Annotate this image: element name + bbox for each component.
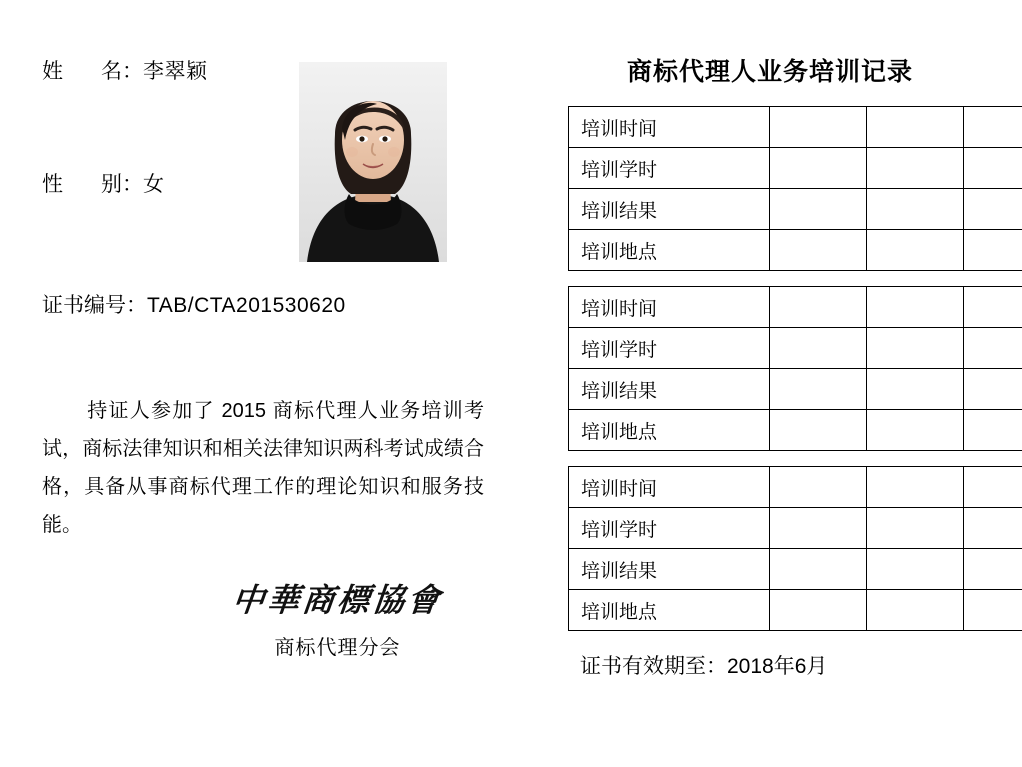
row-cell[interactable] — [964, 549, 1022, 590]
row-cell[interactable] — [770, 189, 867, 230]
row-cell[interactable] — [867, 590, 964, 631]
row-cell[interactable] — [770, 107, 867, 148]
row-cell[interactable] — [867, 107, 964, 148]
row-cell[interactable] — [964, 230, 1022, 271]
row-cell[interactable] — [964, 410, 1022, 451]
row-cell[interactable] — [770, 230, 867, 271]
table-row — [569, 230, 1022, 271]
training-record-table-3 — [568, 466, 1022, 631]
name-value: 李翠颖 — [143, 60, 208, 83]
statement-paragraph — [42, 392, 484, 544]
row-cell[interactable] — [867, 508, 964, 549]
row-cell[interactable] — [867, 148, 964, 189]
row-label: 培训时间 — [569, 287, 770, 328]
validity-value: 2018年6月 — [727, 655, 828, 678]
row-label: 培训地点 — [569, 590, 770, 631]
training-record-table-1 — [568, 106, 1022, 271]
table-row — [569, 287, 1022, 328]
row-cell[interactable] — [867, 230, 964, 271]
row-cell[interactable] — [964, 107, 1022, 148]
issuer-division: 商标代理分会 — [274, 637, 401, 659]
training-record-table-2 — [568, 286, 1022, 451]
row-cell[interactable] — [770, 369, 867, 410]
table-row — [569, 590, 1022, 631]
table-row — [569, 410, 1022, 451]
row-cell[interactable] — [964, 287, 1022, 328]
row-label: 培训学时 — [569, 508, 770, 549]
row-cell[interactable] — [964, 189, 1022, 230]
portrait-photo — [299, 62, 447, 262]
row-label: 培训学时 — [569, 148, 770, 189]
validity-field — [580, 650, 827, 680]
certificate-number-label: 证书编号： — [42, 294, 147, 317]
row-cell[interactable] — [867, 467, 964, 508]
table-row — [569, 549, 1022, 590]
row-cell[interactable] — [964, 467, 1022, 508]
table-row — [569, 467, 1022, 508]
row-cell[interactable] — [770, 148, 867, 189]
row-cell[interactable] — [964, 508, 1022, 549]
row-cell[interactable] — [770, 328, 867, 369]
statement-text: 持证人参加了 2015 商标代理人业务培训考试，商标法律知识和相关法律知识两科考试成绩合格，具备从事商标代理工作的理论知识和服务技能。 — [42, 400, 484, 536]
row-cell[interactable] — [770, 410, 867, 451]
row-label: 培训结果 — [569, 369, 770, 410]
table-row — [569, 107, 1022, 148]
table-row — [569, 508, 1022, 549]
row-cell[interactable] — [770, 287, 867, 328]
row-label: 培训结果 — [569, 549, 770, 590]
row-cell[interactable] — [867, 287, 964, 328]
gender-value: 女 — [143, 173, 165, 196]
row-cell[interactable] — [867, 549, 964, 590]
table-row — [569, 148, 1022, 189]
name-label-first: 姓 — [42, 60, 63, 83]
issuer-seal — [230, 575, 445, 660]
validity-label: 证书有效期至： — [580, 655, 727, 678]
row-cell[interactable] — [964, 148, 1022, 189]
row-cell[interactable] — [770, 590, 867, 631]
row-cell[interactable] — [770, 508, 867, 549]
row-cell[interactable] — [770, 467, 867, 508]
table-row — [569, 328, 1022, 369]
page-title: 商标代理人业务培训记录 — [626, 58, 913, 86]
row-cell[interactable] — [867, 189, 964, 230]
row-label: 培训结果 — [569, 189, 770, 230]
row-cell[interactable] — [867, 328, 964, 369]
issuer-organization: 中華商標協會 — [230, 582, 445, 618]
certificate-number-field — [42, 289, 346, 319]
row-label: 培训学时 — [569, 328, 770, 369]
row-cell[interactable] — [867, 410, 964, 451]
row-cell[interactable] — [964, 369, 1022, 410]
row-cell[interactable] — [964, 328, 1022, 369]
name-label-second: 名： — [101, 60, 143, 83]
table-row — [569, 369, 1022, 410]
row-label: 培训时间 — [569, 107, 770, 148]
row-label: 培训地点 — [569, 410, 770, 451]
name-field — [42, 55, 208, 85]
gender-label-first: 性 — [42, 173, 63, 196]
gender-label-second: 别： — [101, 173, 143, 196]
row-cell[interactable] — [964, 590, 1022, 631]
certificate-number-value: TAB/CTA201530620 — [147, 294, 346, 317]
gender-field — [42, 168, 165, 198]
row-cell[interactable] — [867, 369, 964, 410]
row-cell[interactable] — [770, 549, 867, 590]
row-label: 培训时间 — [569, 467, 770, 508]
table-row — [569, 189, 1022, 230]
certificate-right-panel — [540, 0, 1022, 767]
row-label: 培训地点 — [569, 230, 770, 271]
